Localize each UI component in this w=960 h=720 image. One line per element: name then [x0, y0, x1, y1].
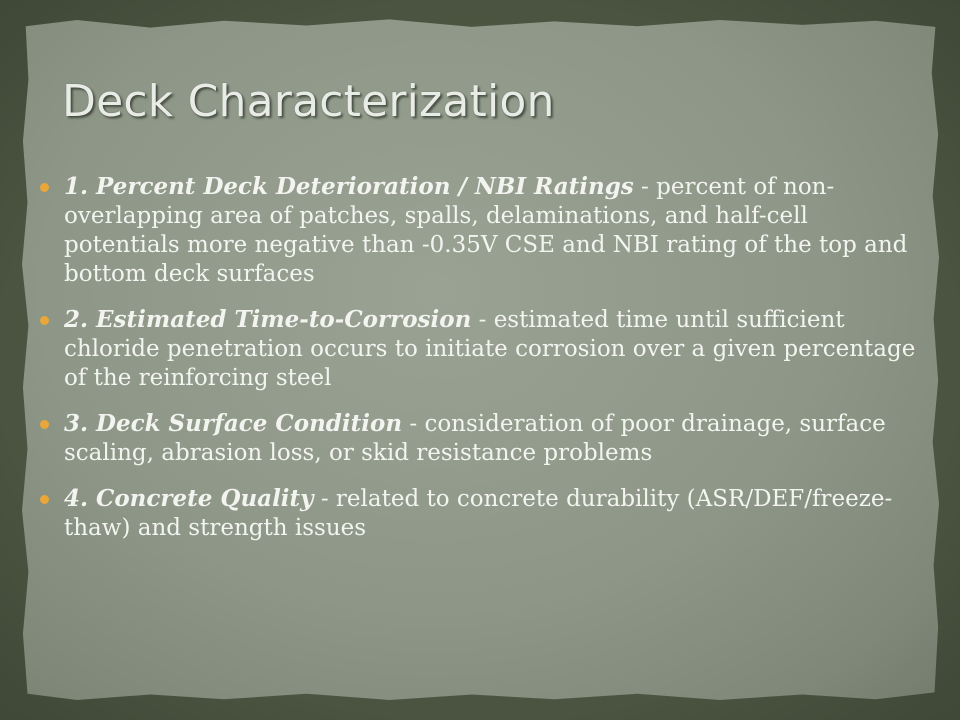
bullet-list — [40, 172, 920, 559]
bullet-description: - estimated time until sufficient chloride penetration occurs to initiate corrosion over a given percentage of the reinforcing steel — [64, 307, 916, 391]
bullet-dot-icon — [40, 183, 49, 192]
bullet-item-time-to-corrosion — [40, 305, 920, 393]
bullet-dot-icon — [40, 420, 49, 429]
bullet-item-deterioration — [40, 172, 920, 289]
bullet-description: - consideration of poor drainage, surface scaling, abrasion loss, or skid resistance problems — [64, 411, 886, 466]
bullet-heading: 3. Deck Surface Condition — [64, 410, 403, 437]
bullet-dot-icon — [40, 316, 49, 325]
slide-title: Deck Characterization — [62, 76, 555, 127]
bullet-description: - percent of non-overlapping area of patches, spalls, delaminations, and half-cell potentials more negative than -0.35V CSE and NBI rating of the top and bottom deck surfaces — [64, 174, 908, 287]
bullet-dot-icon — [40, 495, 49, 504]
bullet-item-surface-condition — [40, 409, 920, 468]
bullet-heading: 4. Concrete Quality — [64, 485, 314, 512]
bullet-heading: 2. Estimated Time-to-Corrosion — [64, 306, 472, 333]
bullet-heading: 1. Percent Deck Deterioration / NBI Ratings — [64, 173, 634, 200]
bullet-description: - related to concrete durability (ASR/DEF/freeze-thaw) and strength issues — [64, 486, 893, 541]
bullet-item-concrete-quality — [40, 484, 920, 543]
